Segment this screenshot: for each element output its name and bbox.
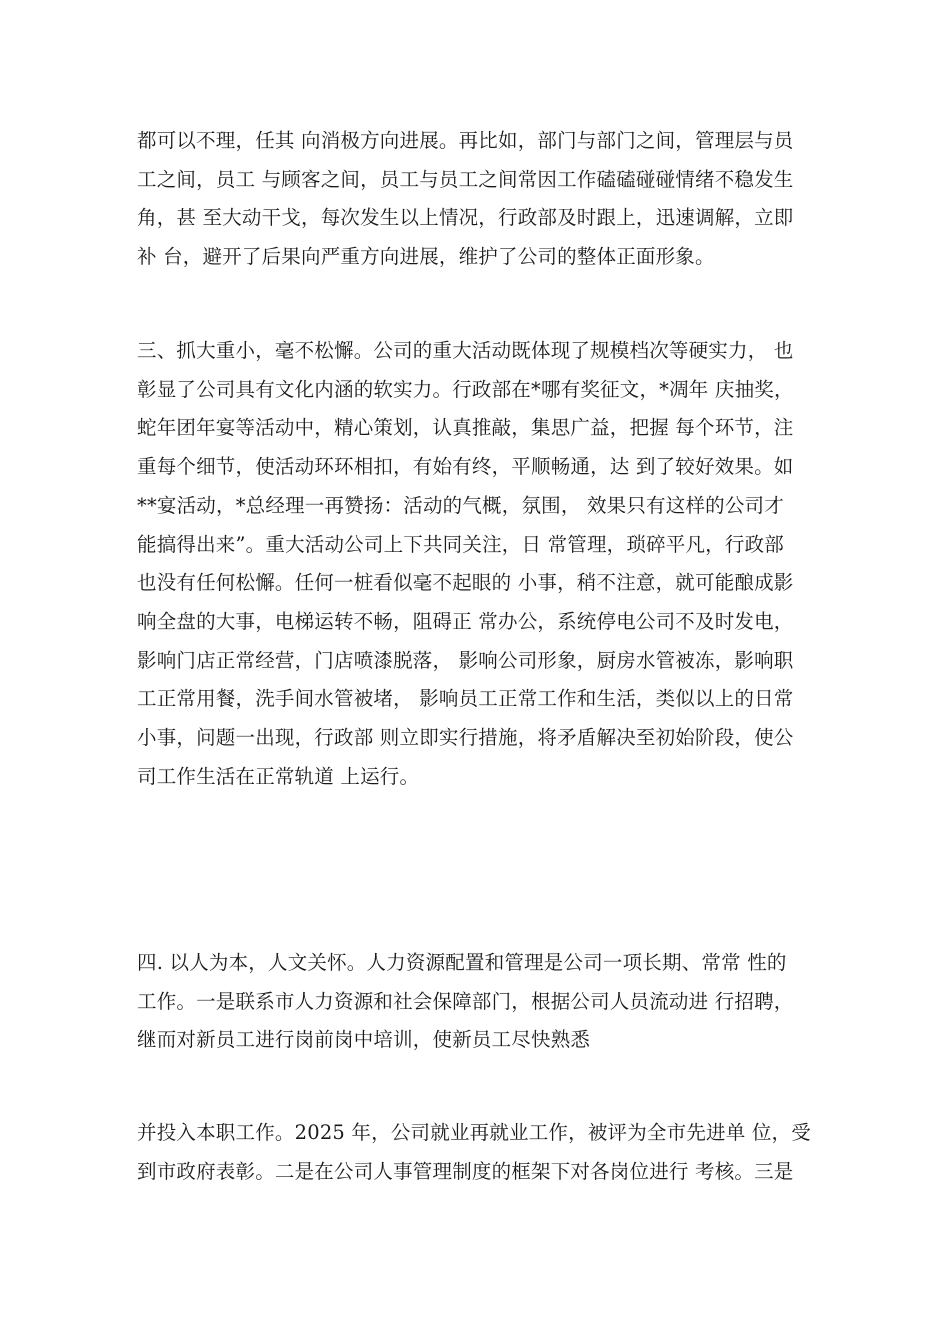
text-line: 到市政府表彰。二是在公司人事管理制度的框架下对各岗位进行 考核。三是 [137, 1159, 794, 1183]
paragraph-section-four [137, 944, 827, 1060]
text-line: 补 台，避开了后果向严重方向进展，维护了公司的整体正面形象。 [137, 245, 715, 269]
text-line: 并投入本职工作。2025 年，公司就业再就业工作，被评为全市先进单 位，受 [137, 1121, 811, 1144]
text-line: 司工作生活在正常轨道 上运行。 [137, 764, 420, 788]
paragraph-section-three [137, 332, 827, 796]
text-line: 也没有任何松懈。任何一桩看似毫不起眼的 小事，稍不注意，就可能酿成影 [137, 571, 794, 595]
text-line: 小事，问题一出现，行政部 则立即实行措施，将矛盾解决至初始阶段，使公 [137, 726, 794, 750]
text-line: 重每个细节，使活动环环相扣，有始有终，平顺畅通，达 到了较好效果。如 [137, 455, 794, 479]
text-line: 四. 以人为本，人文关怀。人力资源配置和管理是公司一项长期、常常 性的 [137, 951, 787, 974]
text-line: 工正常用餐，洗手间水管被堵， 影响员工正常工作和生活，类似以上的日常 [137, 687, 794, 711]
text-line: 角，甚 至大动干戈，每次发生以上情况，行政部及时跟上，迅速调解，立即 [137, 206, 794, 230]
text-line: 都可以不理，任其 向消极方向进展。再比如，部门与部门之间，管理层与员 [137, 129, 794, 152]
text-line: **宴活动，*总经理一再赞扬：活动的气概，氛围， 效果只有这样的公司才 [137, 493, 784, 517]
text-line: 蛇年团年宴等活动中，精心策划，认真推敲，集思广益，把握 每个环节，注 [137, 416, 794, 440]
text-line: 工作。一是联系市人力资源和社会保障部门，根据公司人员流动进 行招聘， [137, 989, 794, 1013]
text-line: 三、抓大重小，毫不松懈。公司的重大活动既体现了规模档次等硬实力， 也 [137, 339, 794, 362]
text-line: 彰显了公司具有文化内涵的软实力。行政部在*哪有奖征文，*凋年 庆抽奖， [137, 377, 794, 401]
text-line: 响全盘的大事，电梯运转不畅，阻碍正 常办公，系统停电公司不及时发电， [137, 609, 794, 633]
text-line: 能搞得出来”。重大活动公司上下共同关注，日 常管理，琐碎平凡，行政部 [137, 532, 784, 556]
text-line: 继而对新员工进行岗前岗中培训，使新员工尽快熟悉 [137, 1028, 591, 1052]
text-line: 影响门店正常经营，门店喷漆脱落， 影响公司形象，厨房水管被冻，影响职 [137, 648, 794, 672]
text-line: 工之间，员工 与顾客之间，员工与员工之间常因工作磕磕碰碰情绪不稳发生 [137, 167, 794, 191]
paragraph-handling-conflicts [137, 122, 827, 277]
paragraph-section-four-continued [137, 1114, 827, 1191]
